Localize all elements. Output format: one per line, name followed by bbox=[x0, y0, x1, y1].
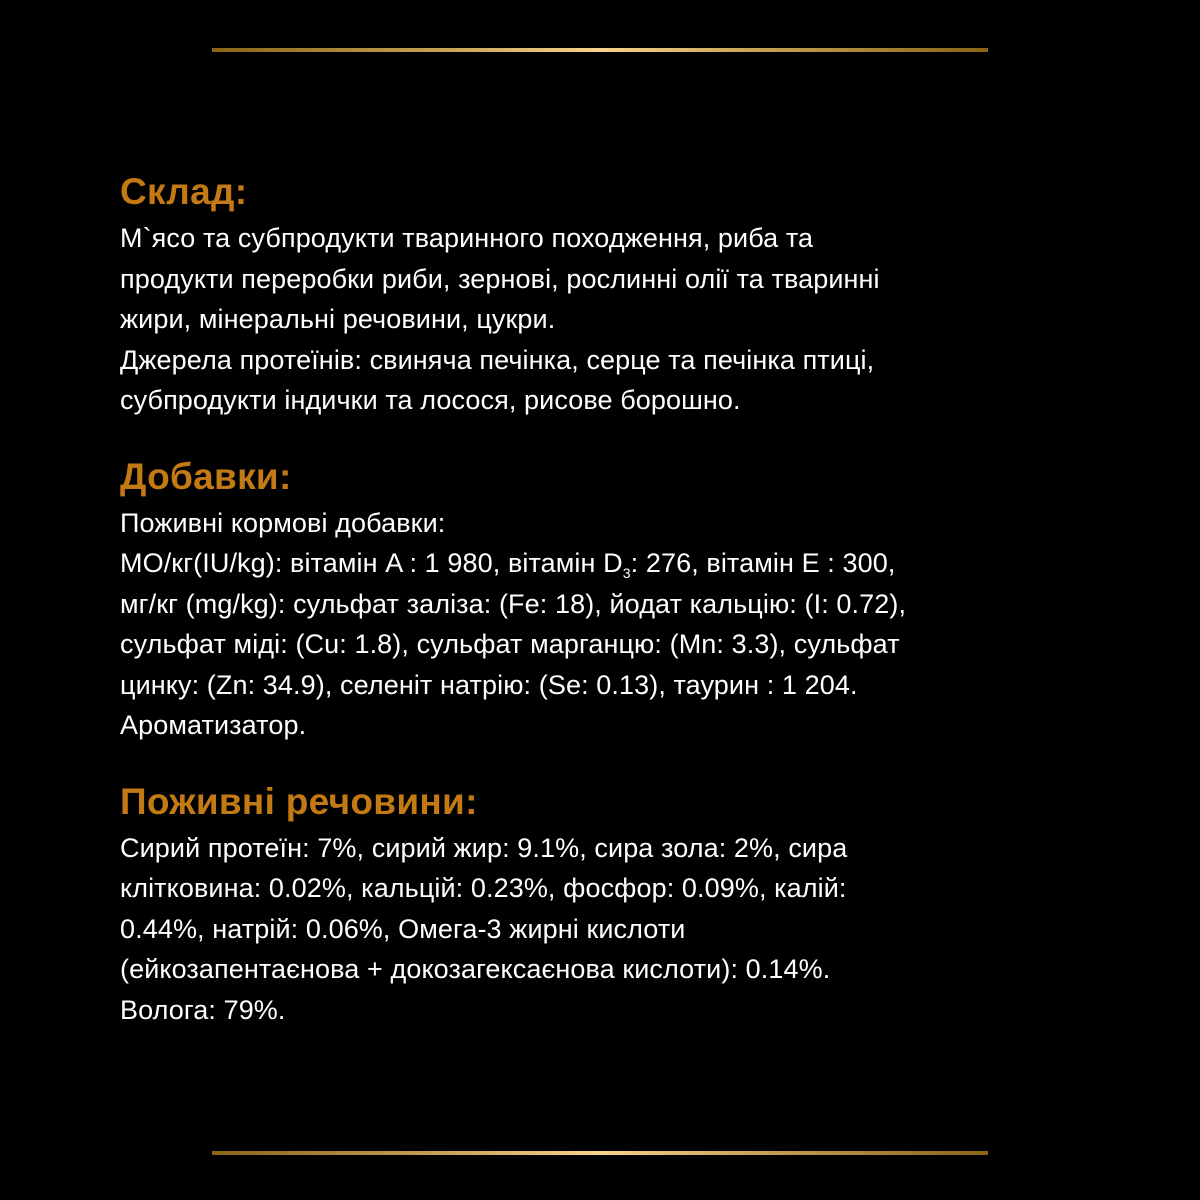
top-gold-divider bbox=[212, 48, 988, 52]
composition-line: М`ясо та субпродукти тваринного походження, риба та bbox=[120, 223, 814, 253]
additives-heading: Добавки: bbox=[120, 455, 292, 497]
nutrients-line: (ейкозапентаєнова + докозагексаєнова кислоти): 0.14%. bbox=[120, 954, 831, 984]
section-nutrients bbox=[120, 778, 1100, 1031]
vitamin-d-subscript: 3 bbox=[622, 565, 631, 581]
minerals-line: сульфат міді: (Cu: 1.8), сульфат марганцю: (Mn: 3.3), сульфат bbox=[120, 629, 900, 659]
nutrients-line: Сирий протеїн: 7%, сирий жир: 9.1%, сира зола: 2%, сира bbox=[120, 832, 848, 863]
composition-heading: Склад: bbox=[120, 171, 248, 212]
nutrients-line: клітковина: 0.02%, кальцій: 0.23%, фосфор: 0.09%, калій: bbox=[120, 873, 847, 903]
additives-line: Поживні кормові добавки: bbox=[120, 507, 446, 538]
nutrients-heading: Поживні речовини: bbox=[120, 780, 478, 822]
composition-line: продукти переробки риби, зернові, рослинні олії та тваринні bbox=[120, 263, 880, 294]
vitamins-text: МО/кг(IU/kg): вітамін A : 1 980, вітамін D bbox=[120, 548, 623, 578]
protein-sources-line: Джерела протеїнів: свиняча печінка, серце та печінка птиці, bbox=[120, 344, 875, 375]
vitamins-text-rest: : 276, вітамін E : 300, bbox=[630, 548, 896, 578]
minerals-line: мг/кг (mg/kg): сульфат заліза: (Fe: 18), йодат кальцію: (I: 0.72), bbox=[120, 588, 907, 619]
bottom-gold-divider bbox=[212, 1151, 988, 1155]
composition-line: жири, мінеральні речовини, цукри. bbox=[120, 304, 556, 334]
flavoring-line: Ароматизатор. bbox=[120, 710, 307, 740]
vitamins-line bbox=[120, 543, 1100, 584]
moisture-line: Волога: 79%. bbox=[120, 994, 286, 1025]
section-composition bbox=[120, 168, 1100, 421]
section-additives bbox=[120, 453, 1100, 746]
protein-sources-line: субпродукти індички та лосося, рисове борошно. bbox=[120, 385, 741, 415]
minerals-line: цинку: (Zn: 34.9), селеніт натрію: (Se: 0.13), таурин : 1 204. bbox=[120, 669, 858, 700]
nutrients-line: 0.44%, натрій: 0.06%, Омега-3 жирні кислоти bbox=[120, 913, 686, 944]
composition-content bbox=[120, 168, 1100, 1062]
